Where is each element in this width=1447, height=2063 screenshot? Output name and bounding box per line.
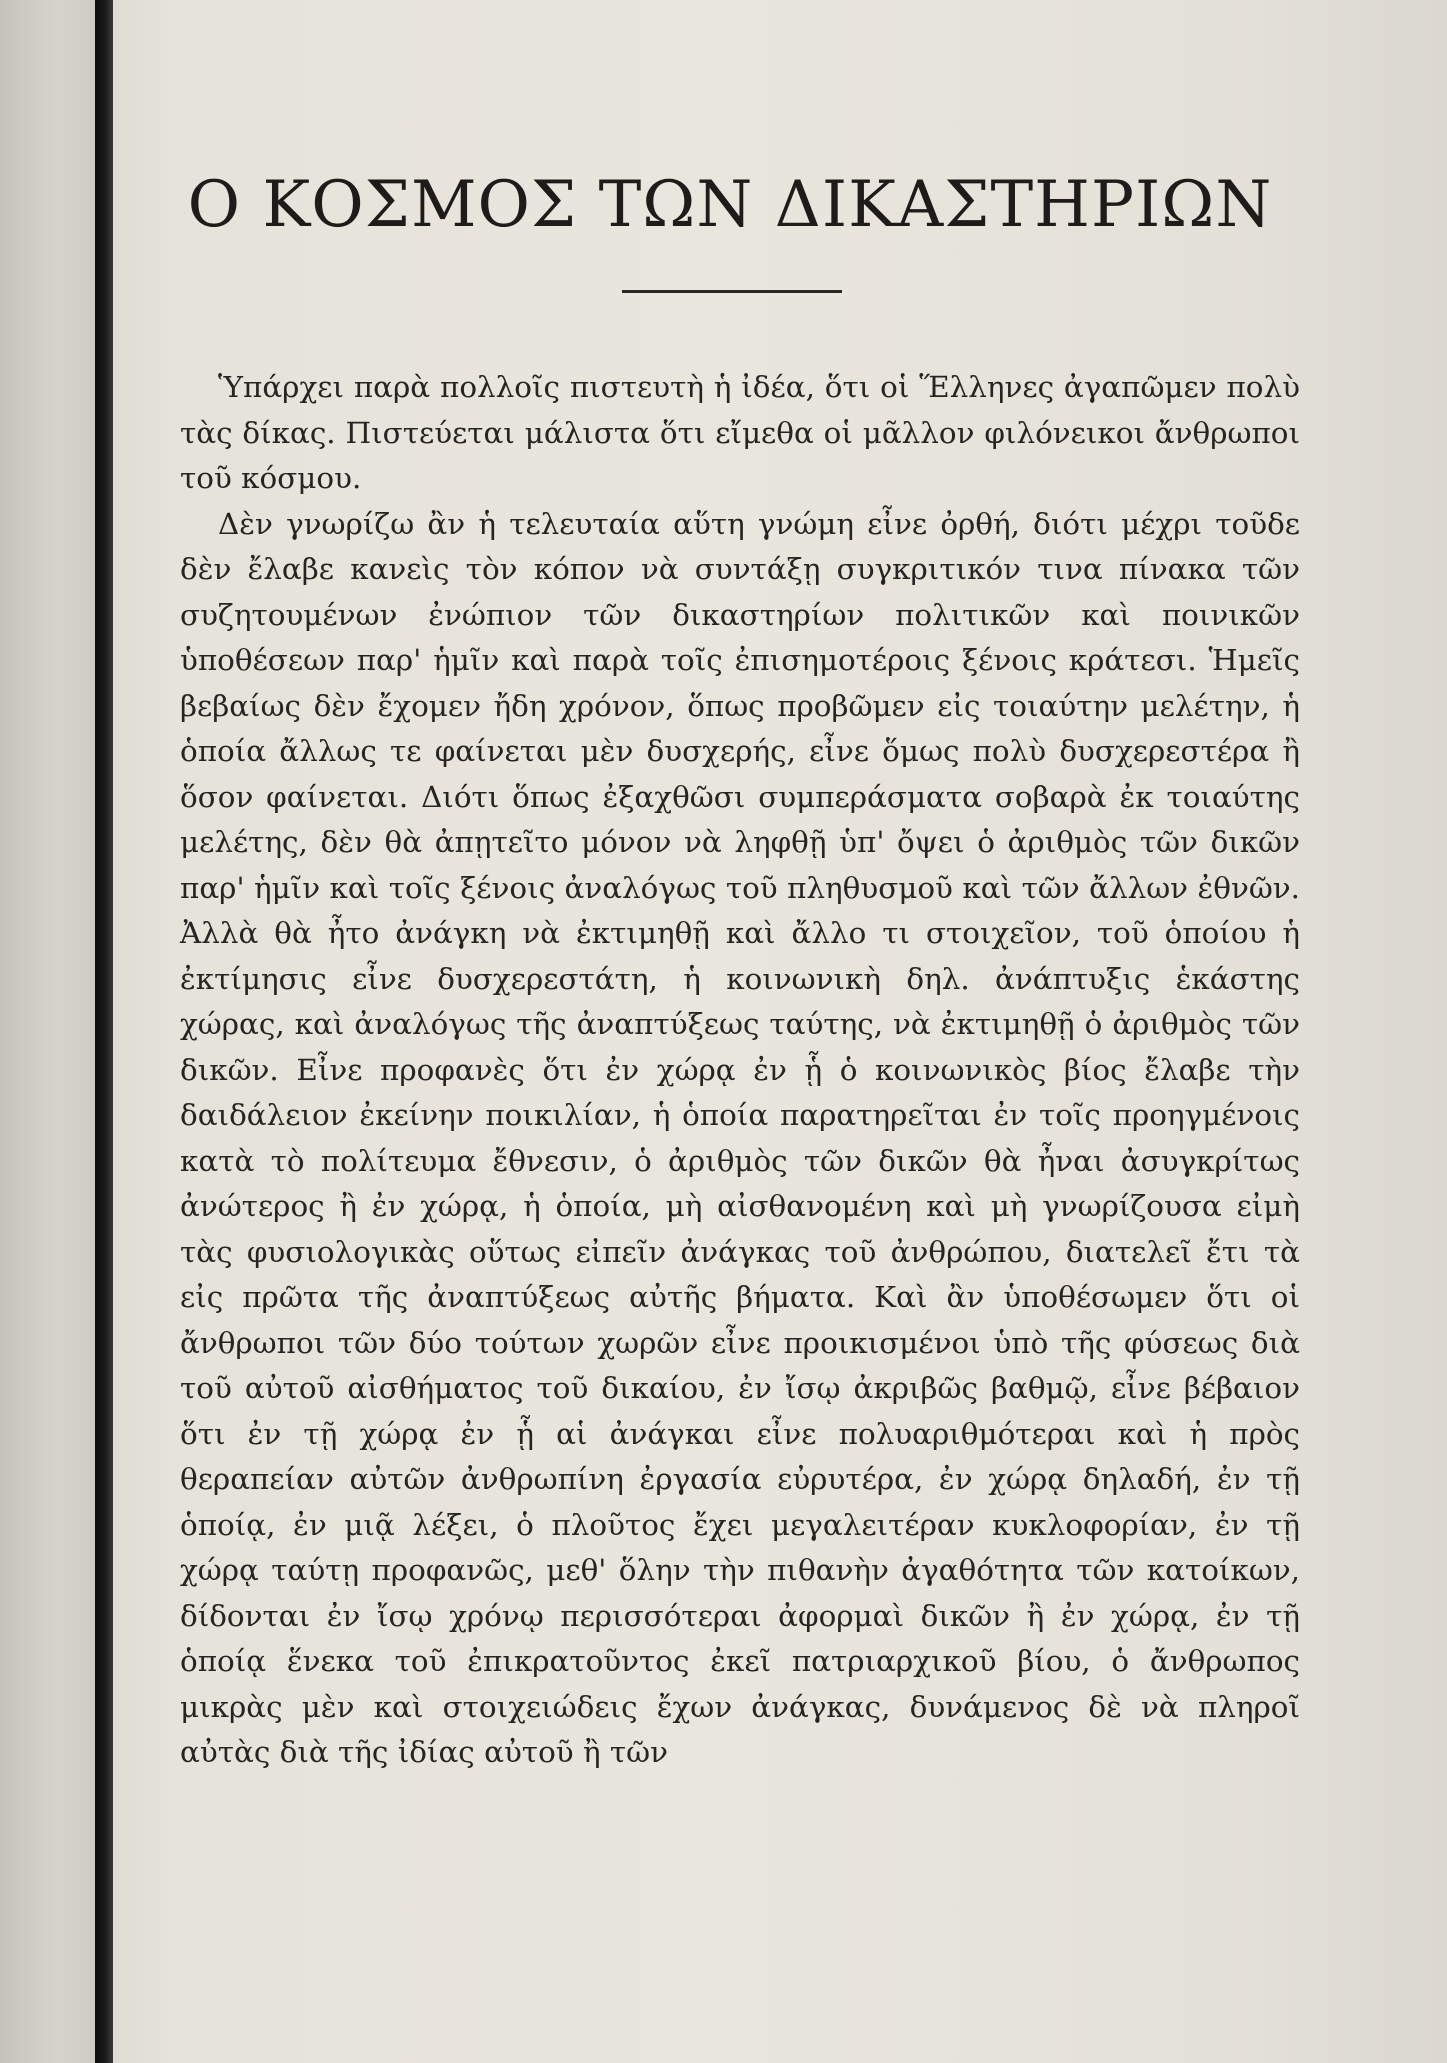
paragraph-2: Δὲν γνωρίζω ἂν ἡ τελευταία αὕτη γνώμη εἶνε ὀρθή, διότι μέχρι τοῦδε δὲν ἔλαβε κανεὶς τὸν κόπον νὰ συντάξῃ συγκριτικόν τινα πίνακα τῶν συζητουμένων ἐνώπιον τῶν δικαστηρίων πολιτικῶν καὶ ποινικῶν ὑποθέσεων παρ' ἡμῖν καὶ παρὰ τοῖς ἐπισημοτέροις ξένοις κράτεσι. Ἡμεῖς βεβαίως δὲν ἔχομεν ἤδη χρόνον, ὅπως προβῶμεν εἰς τοιαύτην μελέτην, ἡ ὁποία ἄλλως τε φαίνεται μὲν δυσχερής, εἶνε ὅμως πολὺ δυσχερεστέρα ἢ ὅσον φαίνεται. Διότι ὅπως ἐξαχθῶσι συμπεράσματα σοβαρὰ ἐκ τοιαύτης μελέτης, δὲν θὰ ἀπῃτεῖτο μόνον νὰ ληφθῇ ὑπ' ὄψει ὁ ἀριθμὸς τῶν δικῶν παρ' ἡμῖν καὶ τοῖς ξένοις ἀναλόγως τοῦ πληθυσμοῦ καὶ τῶν ἄλλων ἐθνῶν. Ἀλλὰ θὰ ἦτο ἀνάγκη νὰ ἐκτιμηθῇ καὶ ἄλλο τι στοιχεῖον, τοῦ ὁποίου ἡ ἐκτίμησις εἶνε δυσχερεστάτη, ἡ κοινωνικὴ δηλ. ἀνάπτυξις ἑκάστης χώρας, καὶ ἀναλόγως τῆς ἀναπτύξεως ταύτης, νὰ ἐκτιμηθῇ ὁ ἀριθμὸς τῶν δικῶν. Εἶνε προφανὲς ὅτι ἐν χώρᾳ ἐν ᾗ ὁ κοινωνικὸς βίος ἔλαβε τὴν δαιδάλειον ἐκείνην ποικιλίαν, ἡ ὁποία παρατηρεῖται ἐν τοῖς προηγμένοις κατὰ τὸ πολίτευμα ἔθνεσιν, ὁ ἀριθμὸς τῶν δικῶν θὰ ἦναι ἀσυγκρίτως ἀνώτερος ἢ ἐν χώρᾳ, ἡ ὁποία, μὴ αἰσθανομένη καὶ μὴ γνωρίζουσα εἰμὴ τὰς φυσιολογικὰς οὕτως εἰπεῖν ἀνάγκας τοῦ ἀνθρώπου, διατελεῖ ἔτι τὰ εἰς πρῶτα τῆς ἀναπτύξεως αὐτῆς βήματα. Καὶ ἂν ὑποθέσωμεν ὅτι οἱ ἄνθρωποι τῶν δύο τούτων χωρῶν εἶνε προικισμένοι ὑπὸ τῆς φύσεως διὰ τοῦ αὐτοῦ αἰσθήματος τοῦ δικαίου, ἐν ἴσῳ ἀκριβῶς βαθμῷ, εἶνε βέβαιον ὅτι ἐν τῇ χώρᾳ ἐν ᾗ αἱ ἀνάγκαι εἶνε πολυαριθμότεραι καὶ ἡ πρὸς θεραπείαν αὐτῶν ἀνθρωπίνη ἐργασία εὐρυτέρα, ἐν χώρᾳ δηλαδή, ἐν τῇ ὁποίᾳ, ἐν μιᾷ λέξει, ὁ πλοῦτος ἔχει μεγαλειτέραν κυκλοφορίαν, ἐν τῇ χώρᾳ ταύτῃ προφανῶς, μεθ' ὅλην τὴν πιθανὴν ἀγαθότητα τῶν κατοίκων, δίδονται ἐν ἴσῳ χρόνῳ περισσότεραι ἀφορμαὶ δικῶν ἢ ἐν χώρᾳ, ἐν τῇ ὁποίᾳ ἕνεκα τοῦ ἐπικρατοῦντος ἐκεῖ πατριαρχικοῦ βίου, ὁ ἄνθρωπος μικρὰς μὲν καὶ στοιχειώδεις ἔχων ἀνάγκας, δυνάμενος δὲ νὰ πληροῖ αὐτὰς διὰ τῆς ἰδίας αὐτοῦ ἢ τῶν xyxy=(180,506,1300,1769)
page-margin-shadow xyxy=(0,0,95,2063)
chapter-title: Ο ΚΟΣΜΟΣ ΤΩΝ ΔΙΚΑΣΤΗΡΙΩΝ xyxy=(187,168,1273,242)
body-text xyxy=(180,365,1300,1776)
title-divider xyxy=(622,290,842,293)
binding-edge xyxy=(95,0,113,2063)
paragraph-1: Ὑπάρχει παρὰ πολλοῖς πιστευτὴ ἡ ἰδέα, ὅτι οἱ Ἕλληνες ἀγαπῶμεν πολὺ τὰς δίκας. Πιστεύεται μάλιστα ὅτι εἴμεθα οἱ μᾶλλον φιλόνεικοι ἄνθρωποι τοῦ κόσμου. xyxy=(180,370,1300,495)
